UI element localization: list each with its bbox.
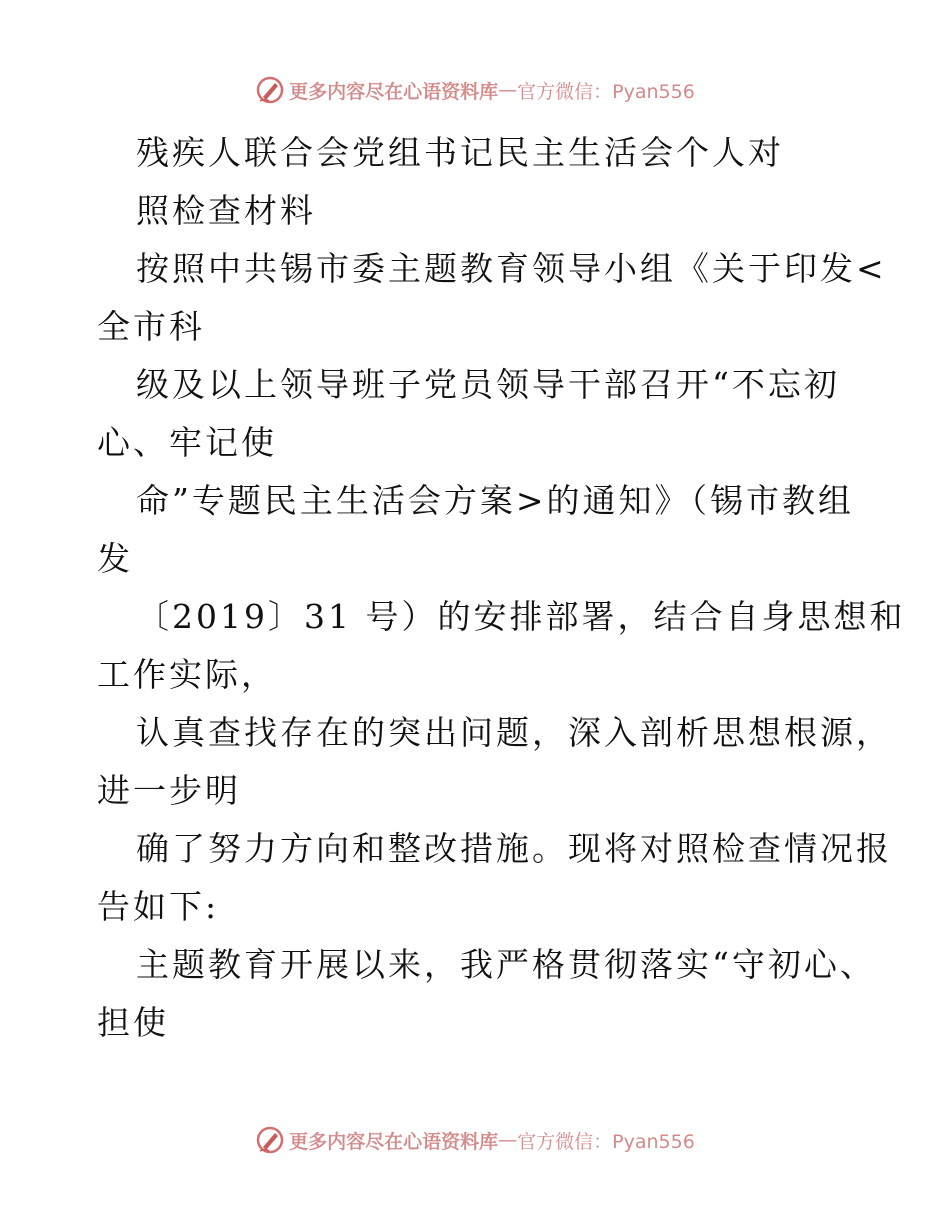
footer-banner: [0, 1120, 950, 1160]
document-title-line-1: 残疾人联合会党组书记民主生活会个人对: [136, 133, 784, 172]
header-wechat-text: 官方微信：Pyan556: [517, 80, 695, 103]
header-dash: —: [498, 79, 518, 101]
paragraph-line: 确了努力方向和整改措施。现将对照检查情况报: [136, 829, 892, 868]
footer-brand-text: 更多内容尽在心语资料库: [289, 1130, 499, 1153]
paragraph-line: 进一步明: [97, 771, 241, 810]
pen-circle-icon: [255, 75, 285, 105]
paragraph-line: 工作实际，: [97, 655, 277, 694]
document-body: [97, 124, 906, 1052]
paragraph-line: 告如下:: [97, 887, 220, 926]
paragraph-line: 〔2019〕31 号）的安排部署，结合自身思想和: [136, 597, 906, 636]
header-banner: [0, 70, 950, 110]
paragraph-line: 全市科: [97, 307, 205, 346]
paragraph-line: 心、牢记使: [97, 423, 277, 462]
footer-wechat-text: 官方微信：Pyan556: [517, 1130, 695, 1153]
paragraph-line: 担使: [97, 1003, 169, 1042]
paragraph-line: 按照中共锡市委主题教育领导小组《关于印发<: [136, 249, 887, 288]
paragraph-line: 发: [97, 539, 133, 578]
footer-dash: —: [498, 1129, 518, 1151]
paragraph-line: 主题教育开展以来，我严格贯彻落实“守初心、: [136, 945, 876, 984]
paragraph-line: 级及以上领导班子党员领导干部召开“不忘初: [136, 365, 840, 404]
paragraph-line: 认真查找存在的突出问题，深入剖析思想根源，: [136, 713, 892, 752]
pen-circle-icon: [255, 1125, 285, 1155]
document-title-line-2: 照检查材料: [136, 191, 316, 230]
header-brand-text: 更多内容尽在心语资料库: [289, 80, 499, 103]
paragraph-line: 命”专题民主生活会方案>的通知》（锡市教组: [136, 481, 855, 520]
